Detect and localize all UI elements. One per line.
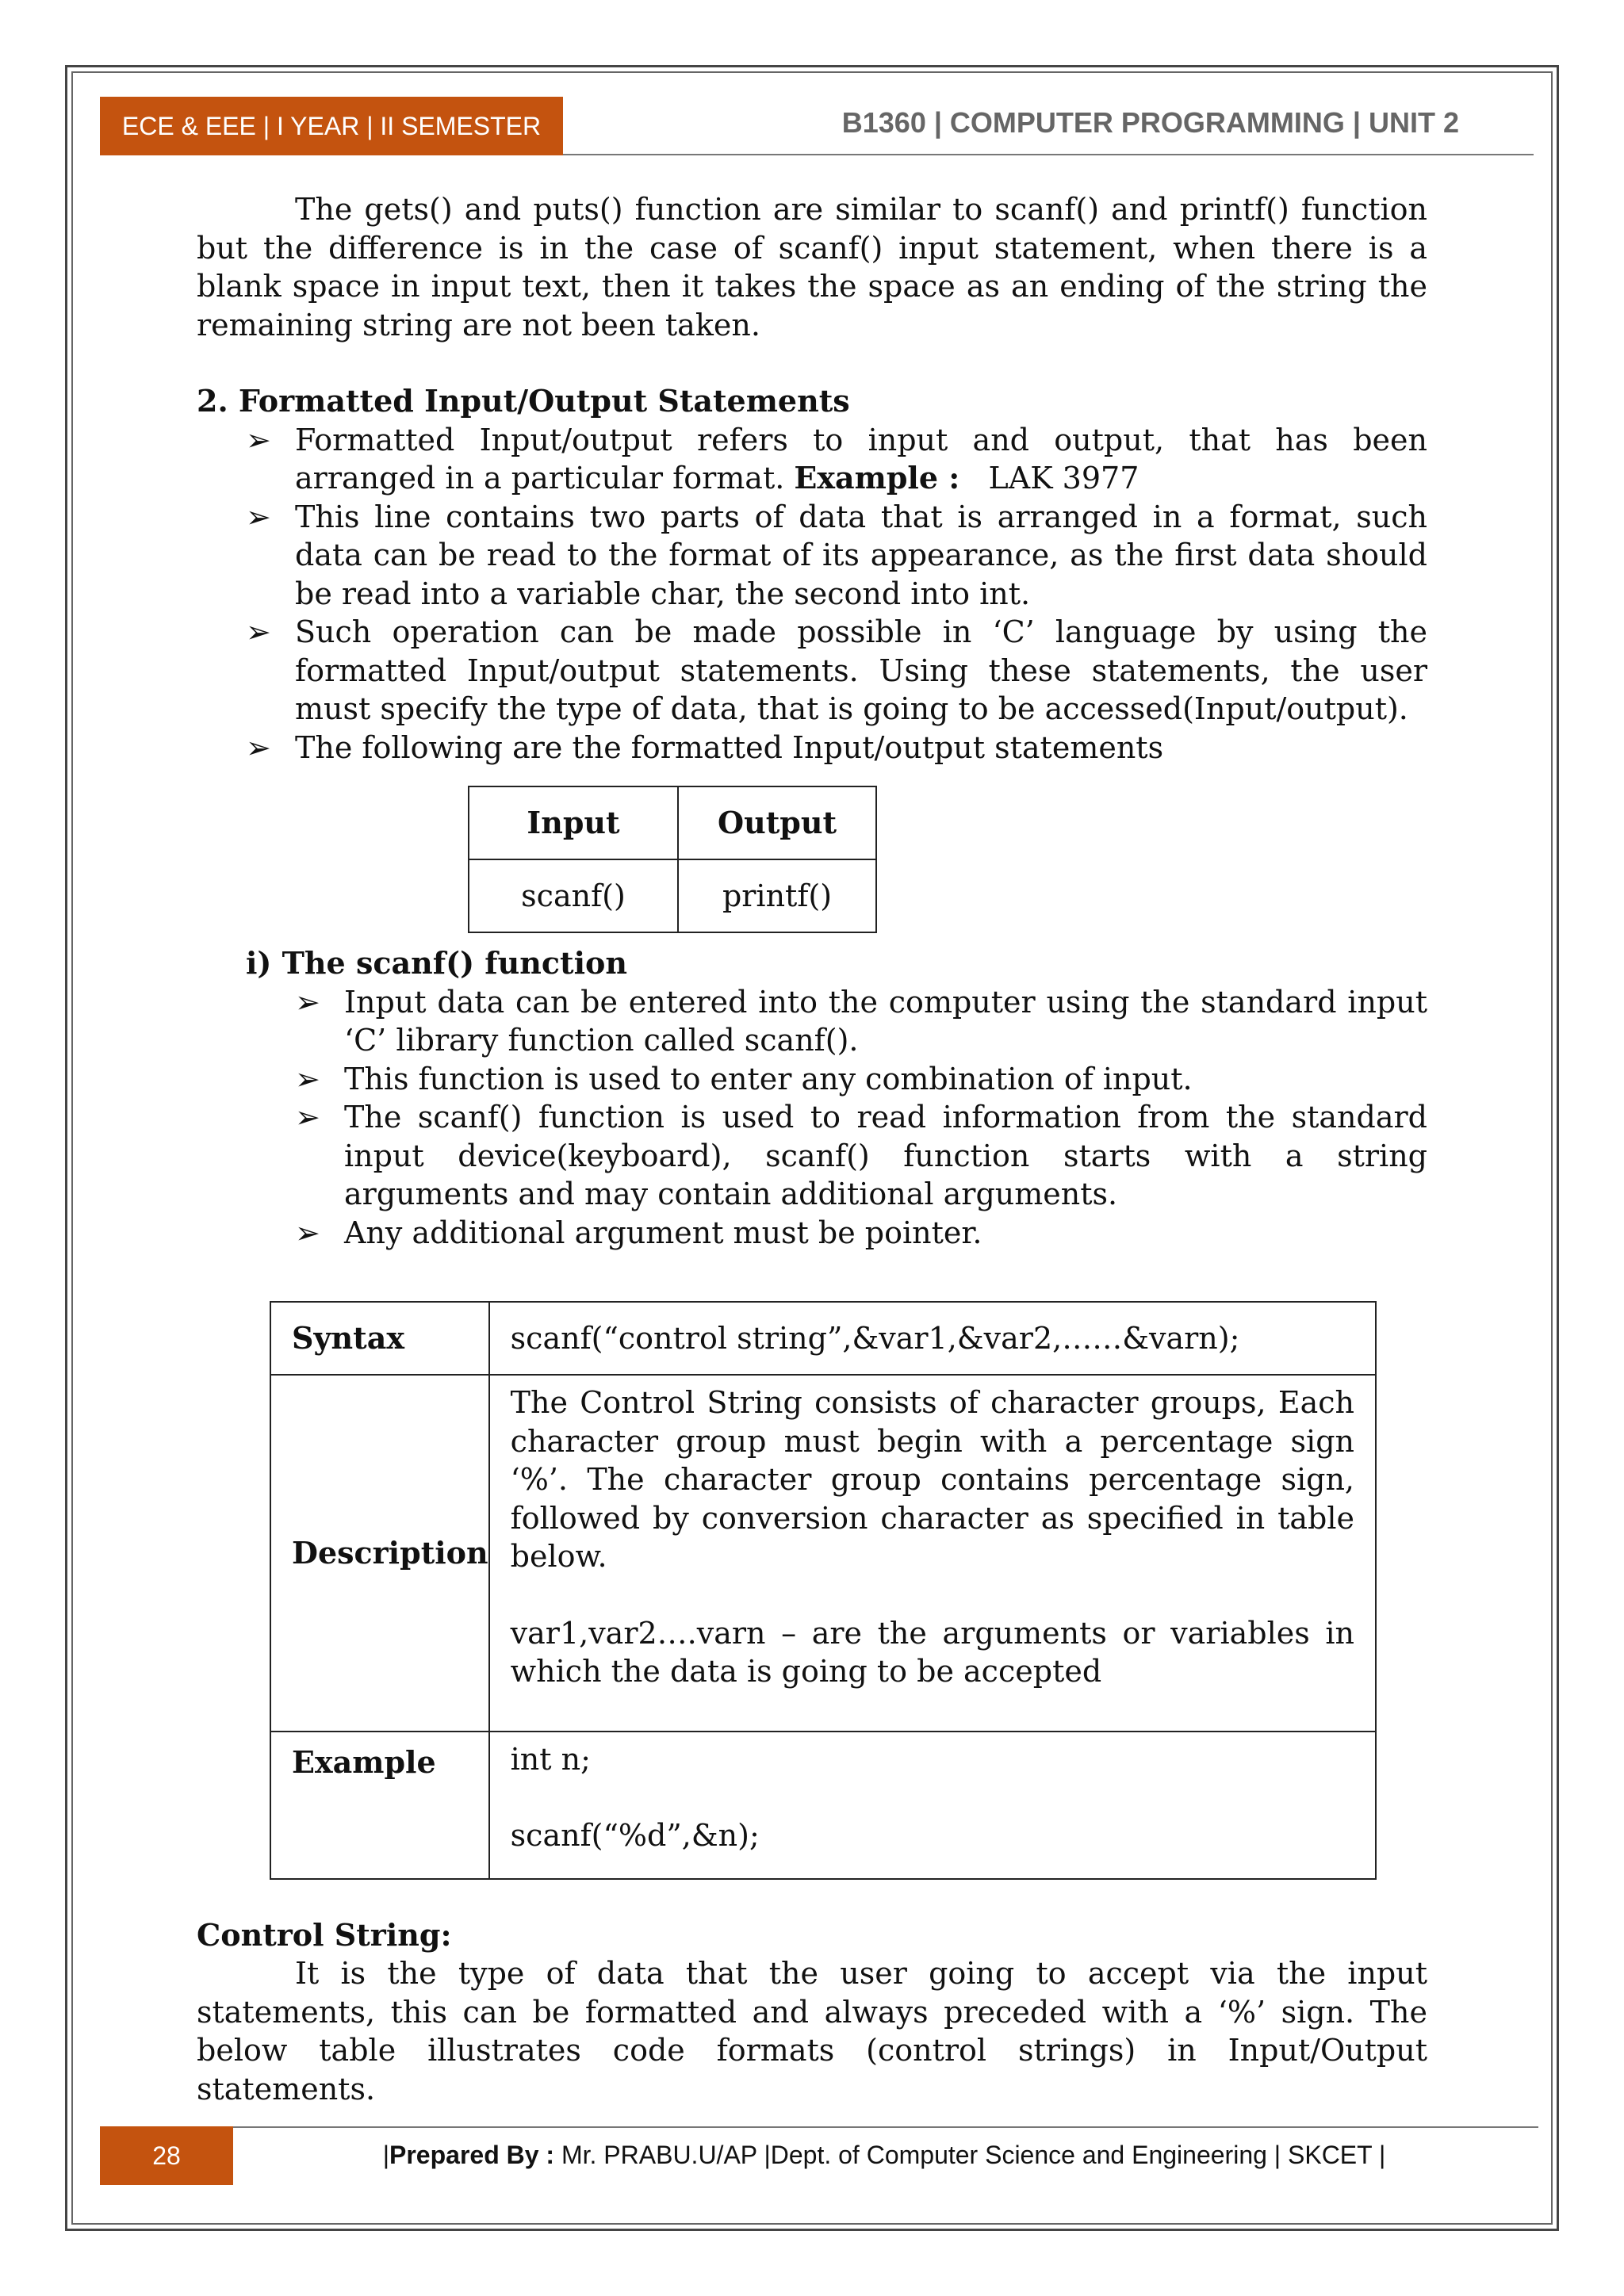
list-item: ➢ Input data can be entered into the computer using the standard input ‘C’ library function called scanf(). [295,984,1427,1058]
arrow-bullet-icon: ➢ [295,1061,320,1096]
prepared-by-text: Mr. PRABU.U/AP |Dept. of Computer Science and Engineering | SKCET | [554,2141,1386,2169]
arrow-bullet-icon: ➢ [246,422,271,457]
syntax-label: Syntax [270,1302,489,1375]
description-paragraph: The Control String consists of character groups, Each character group must begin with a percentage sign ‘%’. The character group contains percentage sign, followed by conversion character as specified in table below. [510,1385,1354,1574]
description-label: Description [270,1375,489,1732]
list-item: ➢ The scanf() function is used to read information from the standard input device(keyboard), scanf() function starts with a string arguments and may contain additional arguments. [295,1100,1427,1211]
table-header-input: Input [469,786,678,859]
example-code-line: int n; [510,1741,591,1777]
example-code-line: scanf(“%d”,&n); [510,1818,760,1853]
arrow-bullet-icon: ➢ [246,499,271,534]
description-cell [489,1375,1376,1732]
intro-paragraph: The gets() and puts() function are similar to scanf() and printf() function but the difference is in the case of scanf() input statement, when there is a blank space in input text, then it takes the space as an ending of the string the remaining string are not been taken. [197,192,1427,342]
header-rule [563,154,1534,155]
io-functions-table [468,786,877,933]
example-label: Example : [794,460,960,496]
example-cell [489,1732,1376,1879]
table-cell-output: printf() [678,859,876,932]
section-heading-formatted-io: 2. Formatted Input/Output Statements [197,383,850,419]
formatted-io-bullets [246,421,1427,767]
table-header-output: Output [678,786,876,859]
footer-rule [233,2126,1538,2128]
list-item: ➢ The following are the formatted Input/output statements [295,729,1427,767]
arrow-bullet-icon: ➢ [295,984,320,1020]
syntax-value: scanf(“control string”,&var1,&var2,……&varn); [489,1302,1376,1375]
example-row-label: Example [270,1732,489,1879]
arrow-bullet-icon: ➢ [246,614,271,649]
header-title: B1360 | COMPUTER PROGRAMMING | UNIT 2 [841,106,1459,139]
page-content [197,190,1427,2108]
list-item: ➢ This function is used to enter any combination of input. [344,1060,1427,1099]
header-course-tag: ECE & EEE | I YEAR | II SEMESTER [100,97,563,155]
list-item: ➢ Any additional argument must be pointer. [344,1214,1427,1253]
list-item: ➢ Such operation can be made possible in ‘C’ language by using the formatted Input/output statements. Using these statements, the user must specify the type of data, that is going to be accessed(Input/output). [246,614,1427,726]
arrow-bullet-icon: ➢ [295,1100,320,1135]
list-item: ➢ This line contains two parts of data that is arranged in a format, such data can be read to the format of its appearance, as the first data should be read into a variable char, the second into int. [246,499,1427,611]
control-string-paragraph: It is the type of data that the user going to accept via the input statements, this can be formatted and always preceded with a ‘%’ sign. The below table illustrates code formats (control strings) in Input/Output statements. [197,1956,1427,2107]
scanf-syntax-table [270,1301,1377,1880]
list-item: ➢ Formatted Input/output refers to input and output, that has been arranged in a particular format. Example : LAK 3977 [246,422,1427,496]
page-number: 28 [100,2126,233,2185]
example-value: LAK 3977 [988,461,1139,496]
arrow-bullet-icon: ➢ [295,1215,320,1250]
prepared-by-label: Prepared By : [389,2141,555,2169]
table-cell-input: scanf() [469,859,678,932]
section-heading-scanf: i) The scanf() function [246,945,627,981]
footer-credits: |Prepared By : Mr. PRABU.U/AP |Dept. of Computer Science and Engineering | SKCET | [382,2141,1386,2169]
arrow-bullet-icon: ➢ [246,729,271,765]
description-paragraph: var1,var2….varn – are the arguments or variables in which the data is going to be accepted [510,1615,1354,1689]
control-string-heading: Control String: [197,1916,452,1953]
scanf-bullets [295,983,1427,1253]
